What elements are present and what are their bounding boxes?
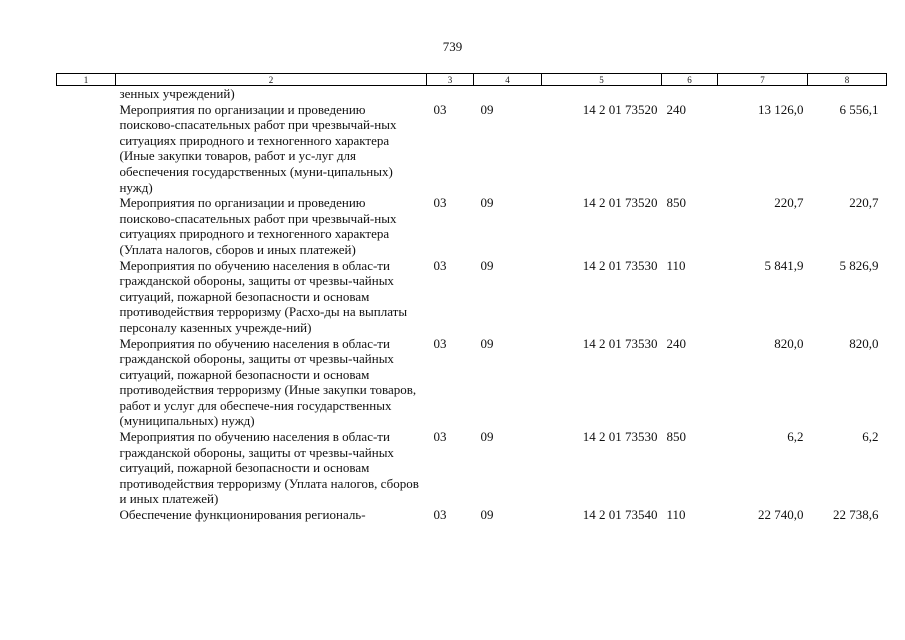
row-subsection: 09 xyxy=(480,101,494,117)
table-row xyxy=(57,507,887,523)
page-number: 739 xyxy=(442,39,463,54)
column-header-7: 7 xyxy=(718,74,808,86)
row-amount-2: 220,7 xyxy=(849,195,879,211)
table-row xyxy=(57,258,887,336)
row-expense-type: 850 xyxy=(666,429,686,445)
row-section: 03 xyxy=(433,257,447,273)
column-header-5: 5 xyxy=(542,74,662,86)
row-expense-type: 850 xyxy=(666,195,686,211)
column-number-header-row xyxy=(57,74,887,86)
column-header-2: 2 xyxy=(116,74,427,86)
table-row xyxy=(57,102,887,196)
row-section: 03 xyxy=(433,429,447,445)
row-target-article: 14 2 01 73530 xyxy=(582,257,658,273)
row-description: Мероприятия по обучению населения в облас-ти гражданской обороны, защиты от чрезвы-чайных ситуаций, пожарной безопасности и основам противодействия терроризму (Расхо-ды на выплаты персоналу казенных учрежде-ний) xyxy=(119,257,408,335)
row-target-article: 14 2 01 73530 xyxy=(582,429,658,445)
row-amount-1: 22 740,0 xyxy=(758,507,804,523)
row-section: 03 xyxy=(433,335,447,351)
row-target-article: 14 2 01 73520 xyxy=(582,195,658,211)
row-subsection: 09 xyxy=(480,335,494,351)
table-row xyxy=(57,195,887,257)
budget-table xyxy=(56,73,887,523)
row-amount-2: 22 738,6 xyxy=(833,507,879,523)
row-target-article: 14 2 01 73540 xyxy=(582,507,658,523)
row-subsection: 09 xyxy=(480,195,494,211)
row-description: Мероприятия по организации и проведению поисково-спасательных работ при чрезвычай-ных ситуациях природного и техногенного характера (Уплата налогов, сборов и иных платежей) xyxy=(119,195,397,257)
row-description: Обеспечение функционирования региональ- xyxy=(119,507,366,523)
row-amount-1: 5 841,9 xyxy=(764,257,804,273)
continuation-text: зенных учреждений) xyxy=(119,86,235,101)
column-header-6: 6 xyxy=(662,74,718,86)
row-target-article: 14 2 01 73520 xyxy=(582,101,658,117)
row-subsection: 09 xyxy=(480,429,494,445)
row-description: Мероприятия по организации и проведению поисково-спасательных работ при чрезвычай-ных ситуациях природного и техногенного характера (Иные закупки товаров, работ и ус-луг для обеспечения государственных (муни-ципальных) нужд) xyxy=(119,101,397,195)
row-subsection: 09 xyxy=(480,507,494,523)
row-amount-1: 220,7 xyxy=(774,195,804,211)
column-header-4: 4 xyxy=(474,74,542,86)
column-header-1: 1 xyxy=(57,74,116,86)
row-expense-type: 240 xyxy=(666,335,686,351)
row-expense-type: 110 xyxy=(666,507,686,523)
table-row xyxy=(57,336,887,430)
row-section: 03 xyxy=(433,101,447,117)
row-description: Мероприятия по обучению населения в облас-ти гражданской обороны, защиты от чрезвы-чайных ситуаций, пожарной безопасности и основам противодействия терроризму (Уплата налогов, сборов и иных платежей) xyxy=(119,429,419,507)
row-subsection: 09 xyxy=(480,257,494,273)
row-section: 03 xyxy=(433,507,447,523)
continuation-row xyxy=(57,86,887,102)
table-row xyxy=(57,429,887,507)
row-amount-2: 5 826,9 xyxy=(839,257,879,273)
row-amount-2: 820,0 xyxy=(849,335,879,351)
row-target-article: 14 2 01 73530 xyxy=(582,335,658,351)
row-description: Мероприятия по обучению населения в облас-ти гражданской обороны, защиты от чрезвы-чайных ситуаций, пожарной безопасности и основам противодействия терроризму (Иные закупки товаров, работ и услуг для обеспече-ния государственных (муниципальных) нужд) xyxy=(119,335,417,429)
column-header-8: 8 xyxy=(808,74,887,86)
row-expense-type: 110 xyxy=(666,257,686,273)
row-expense-type: 240 xyxy=(666,101,686,117)
column-header-3: 3 xyxy=(427,74,474,86)
row-amount-2: 6 556,1 xyxy=(839,101,879,117)
row-amount-1: 820,0 xyxy=(774,335,804,351)
row-amount-2: 6,2 xyxy=(862,429,879,445)
row-section: 03 xyxy=(433,195,447,211)
row-amount-1: 6,2 xyxy=(787,429,804,445)
row-amount-1: 13 126,0 xyxy=(758,101,804,117)
